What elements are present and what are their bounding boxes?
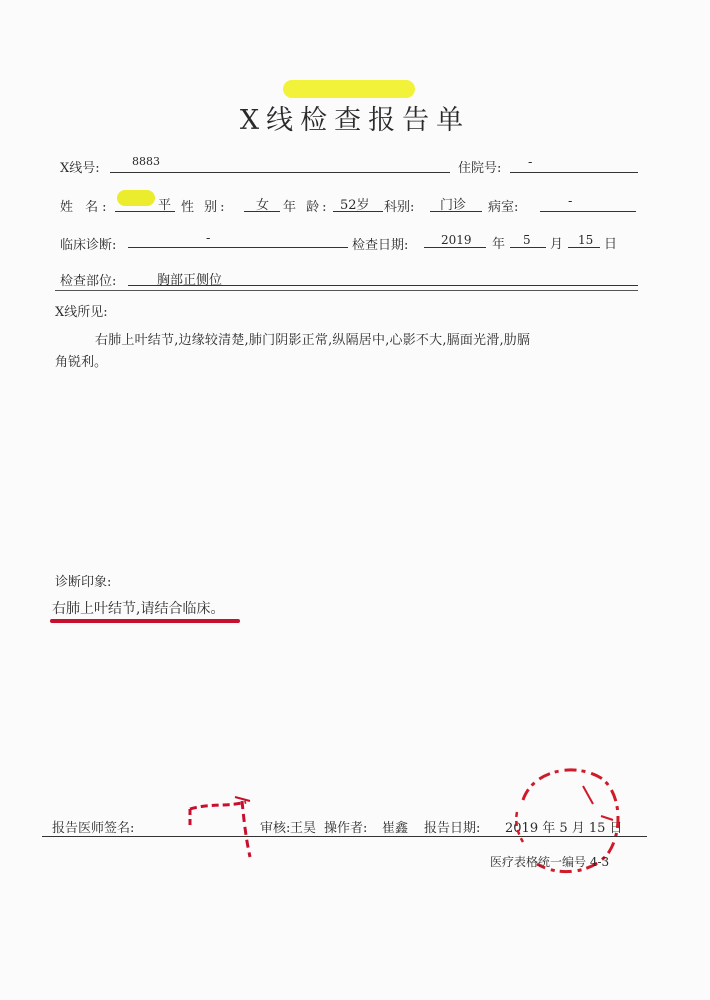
findings-line-1: 右肺上叶结节,边缘较清楚,肺门阴影正常,纵隔居中,心影不大,膈面光滑,肋膈: [95, 333, 531, 348]
section-divider: [55, 290, 638, 291]
clinical-diagnosis-label: 临床诊断:: [60, 238, 117, 253]
exam-date-year-unit: 年: [492, 237, 506, 252]
reviewer-value: 王昊: [290, 821, 317, 836]
signature-scribble: [180, 795, 265, 870]
exam-day-underline: [568, 247, 600, 248]
clinical-diagnosis-value: -: [206, 231, 211, 246]
operator-label: 操作者:: [324, 821, 368, 836]
inpatient-number-underline: [510, 172, 638, 173]
form-number: 医疗表格统一编号 4-3: [490, 855, 610, 869]
report-title: X线检查报告单: [239, 105, 471, 136]
name-underline: [115, 211, 175, 212]
redacted-name-blot: [117, 190, 155, 206]
reviewer-label: 审核:: [260, 821, 291, 836]
sex-label: 性 别:: [181, 200, 228, 215]
exam-date-day-unit: 日: [604, 237, 618, 252]
ward-underline: [540, 211, 636, 212]
department-value: 门诊: [440, 198, 467, 213]
department-label: 科别:: [384, 200, 415, 215]
red-underline-mark: [50, 619, 240, 623]
xray-number-value: 8883: [132, 155, 160, 168]
exam-date-month: 5: [523, 233, 531, 247]
report-date-label: 报告日期:: [424, 821, 481, 836]
department-underline: [430, 211, 482, 212]
age-value: 52岁: [340, 198, 370, 213]
exam-month-underline: [510, 247, 546, 248]
name-suffix: 平: [158, 198, 172, 213]
sex-value: 女: [256, 198, 270, 213]
exam-part-label: 检查部位:: [60, 274, 117, 289]
exam-date-year: 2019: [441, 233, 472, 247]
exam-date-label: 检查日期:: [352, 238, 409, 253]
name-label: 姓 名:: [60, 200, 111, 215]
exam-year-underline: [424, 247, 486, 248]
clinical-diagnosis-underline: [128, 247, 348, 248]
exam-part-value: 胸部正侧位: [157, 273, 223, 288]
highlight-mark: [283, 80, 415, 98]
exam-date-month-unit: 月: [550, 237, 564, 252]
findings-label: X线所见:: [55, 305, 108, 320]
findings-line-2: 角锐利。: [55, 355, 108, 370]
exam-part-underline: [128, 285, 638, 286]
ward-value: -: [568, 194, 573, 209]
age-underline: [333, 211, 383, 212]
exam-date-day: 15: [578, 233, 594, 247]
report-date-value: 2019 年 5 月 15 日: [505, 821, 623, 836]
sex-underline: [244, 211, 280, 212]
xray-number-label: X线号:: [60, 161, 100, 176]
operator-value: 崔鑫: [382, 821, 409, 836]
inpatient-number-value: -: [528, 155, 533, 170]
impression-label: 诊断印象:: [55, 575, 112, 590]
ward-label: 病室:: [488, 200, 519, 215]
footer-divider: [42, 836, 647, 837]
xray-number-underline: [110, 172, 450, 173]
inpatient-number-label: 住院号:: [458, 161, 502, 176]
impression-text: 右肺上叶结节,请结合临床。: [52, 601, 225, 617]
signature-label: 报告医师签名:: [52, 821, 135, 836]
age-label: 年 龄:: [283, 200, 330, 215]
